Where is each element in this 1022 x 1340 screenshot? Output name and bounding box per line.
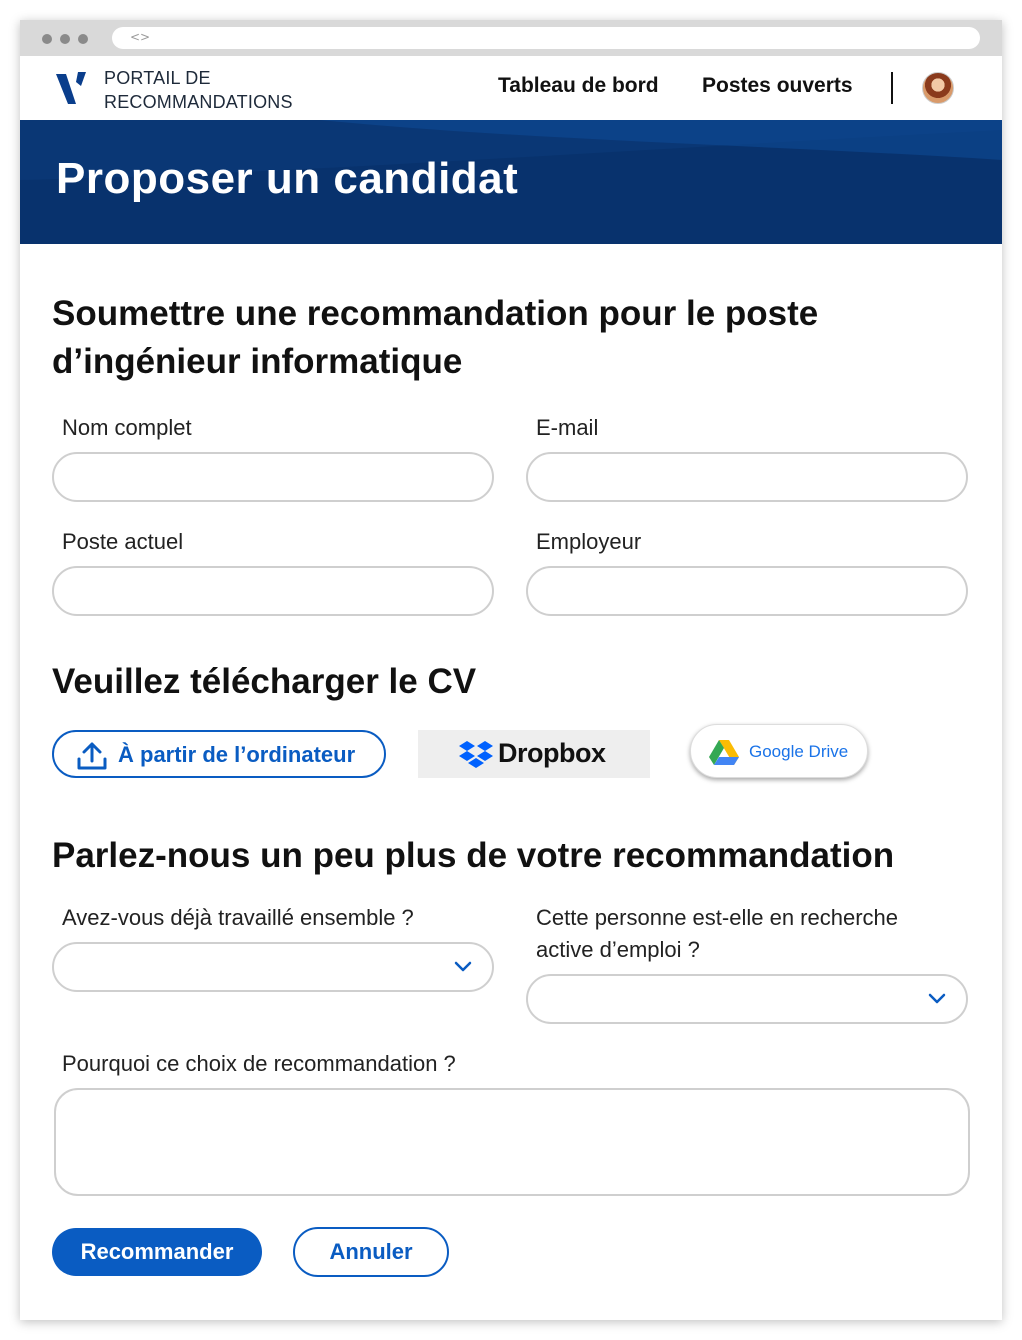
google-drive-button[interactable] (690, 724, 868, 778)
employer-input[interactable] (526, 566, 968, 616)
chevron-down-icon (928, 991, 946, 1005)
form-heading-line-2: d’ingénieur informatique (52, 342, 463, 381)
why-label: Pourquoi ce choix de recommandation ? (62, 1051, 456, 1076)
cancel-button[interactable]: Annuler (293, 1227, 449, 1277)
upload-heading: Veuillez télécharger le CV (52, 662, 477, 701)
address-bar[interactable] (112, 27, 980, 49)
details-heading: Parlez-nous un peu plus de votre recommandation (52, 836, 895, 875)
job-seeking-label-line-2: active d’emploi ? (536, 937, 700, 962)
logo-icon (54, 70, 90, 106)
window-control-dot[interactable] (60, 34, 70, 44)
dropbox-button[interactable] (418, 730, 650, 778)
window-control-dot[interactable] (42, 34, 52, 44)
email-label: E-mail (536, 415, 599, 440)
recommend-button[interactable]: Recommander (52, 1228, 262, 1276)
email-input[interactable] (526, 452, 968, 502)
page-banner (20, 120, 1002, 244)
user-avatar[interactable] (922, 72, 954, 104)
why-textarea[interactable] (54, 1088, 970, 1196)
job-seeking-select[interactable] (526, 974, 968, 1024)
brand-line-2: RECOMMANDATIONS (104, 92, 293, 112)
full-name-input[interactable] (52, 452, 494, 502)
job-seeking-label (536, 902, 898, 966)
form-heading (52, 290, 818, 386)
upload-from-computer-label: À partir de l’ordinateur (118, 742, 356, 767)
browser-chrome (20, 20, 1002, 56)
window-control-dot[interactable] (78, 34, 88, 44)
chevron-down-icon (454, 959, 472, 973)
nav-dashboard-link[interactable]: Tableau de bord (498, 74, 659, 97)
employer-label: Employeur (536, 529, 642, 554)
google-drive-icon (709, 739, 739, 765)
dropbox-icon (458, 740, 494, 770)
job-seeking-label-line-1: Cette personne est-elle en recherche (536, 905, 898, 930)
brand-name (104, 66, 293, 114)
current-position-label: Poste actuel (62, 529, 184, 554)
worked-together-select[interactable] (52, 942, 494, 992)
code-icon: <> (130, 30, 151, 44)
worked-together-label: Avez-vous déjà travaillé ensemble ? (62, 905, 414, 930)
full-name-label: Nom complet (62, 415, 192, 440)
brand-line-1: PORTAIL DE (104, 68, 211, 88)
dropbox-label: Dropbox (498, 738, 606, 768)
form-heading-line-1: Soumettre une recommandation pour le poste (52, 294, 819, 333)
page-title: Proposer un candidat (56, 154, 519, 203)
google-drive-label: Google Drive (749, 742, 849, 761)
nav-divider (891, 72, 893, 104)
upload-from-computer-button[interactable] (52, 730, 386, 778)
nav-open-positions-link[interactable]: Postes ouverts (702, 74, 853, 97)
browser-window (20, 20, 1002, 1320)
top-navigation (20, 56, 1002, 120)
upload-icon (76, 741, 108, 771)
current-position-input[interactable] (52, 566, 494, 616)
